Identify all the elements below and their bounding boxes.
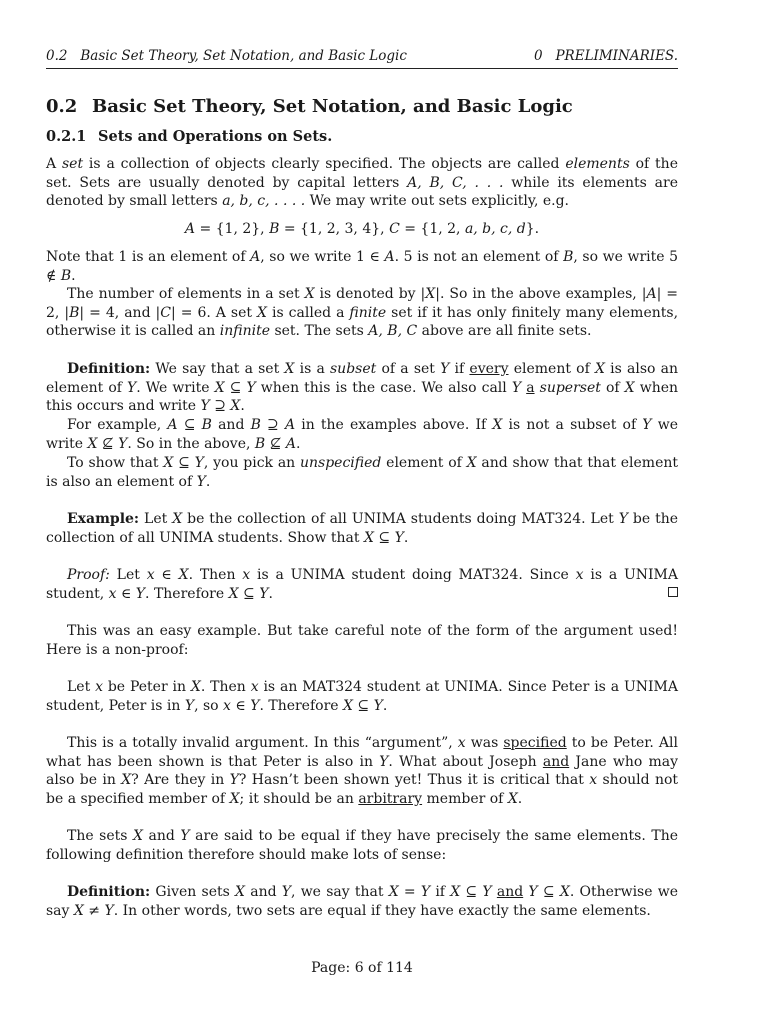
- section-title-text: Basic Set Theory, Set Notation, and Basic Logic: [92, 96, 573, 117]
- section-number: 0.2: [46, 96, 78, 117]
- subsection-title: [46, 128, 332, 145]
- definition-equality: Definition: Given sets X and Y, we say that X = Y if X ⊆ Y and Y ⊆ X. Otherwise we say X ≠ Y. In other words, two sets are equal if they have exactly the same elements.: [46, 884, 679, 919]
- paragraph-non-proof: Let x be Peter in X. Then x is an MAT324 student at UNIMA. Since Peter is a UNIMA student, Peter is in Y, so x ∈ Y. Therefore X ⊆ Y.: [46, 679, 678, 714]
- subsection-number: 0.2.1: [46, 128, 87, 145]
- header-left: 0.2 Basic Set Theory, Set Notation, and Basic Logic: [46, 48, 407, 64]
- equation-sets: A = {1, 2}, B = {1, 2, 3, 4}, C = {1, 2, a, b, c, d}.: [184, 221, 540, 237]
- paragraph-element-note: Note that 1 is an element of A, so we write 1 ∈ A. 5 is not an element of B, so we write 5 ∉ B.: [46, 249, 679, 284]
- example-subset: Example: Let X be the collection of all UNIMA students doing MAT324. Let Y be the collection of all UNIMA students. Show that X ⊆ Y.: [46, 511, 679, 546]
- paragraph-set-intro: A set is a collection of objects clearly specified. The objects are called elements of the set. Sets are usually denoted by capital letters A, B, C, . . . while its elements are denoted by small letters a, b, c, . . . . We may write out sets explicitly, e.g.: [46, 156, 678, 210]
- paragraph-subset-example: For example, A ⊆ B and B ⊇ A in the examples above. If X is not a subset of Y we write X ⊈ Y. So in the above, B ⊈ A.: [46, 417, 678, 452]
- paragraph-cardinality: The number of elements in a set X is denoted by |X|. So in the above examples, |A| = 2, |B| = 4, and |C| = 6. A set X is called a finite set if it has only finitely many elements, otherwise it is called an infinite set. The sets A, B, C above are all finite sets.: [46, 286, 679, 340]
- page-number: Page: 6 of 114: [311, 960, 413, 976]
- running-header: [46, 48, 678, 69]
- proof-subset: Proof: Let x ∈ X. Then x is a UNIMA student doing MAT324. Since x is a UNIMA student, x ∈ Y. Therefore X ⊆ Y.: [46, 567, 678, 602]
- paragraph-invalid-argument: This is a totally invalid argument. In this “argument”, x was specified to be Peter. All what has been shown is that Peter is also in Y. What about Joseph and Jane who may also be in X? Are they in Y? Hasn’t been shown yet! Thus it is critical that x should not be a specified member of X; it should be an arbitrary member of X.: [46, 735, 679, 808]
- section-title: [46, 96, 573, 117]
- paragraph-non-proof-intro: This was an easy example. But take careful note of the form of the argument used! Here is a non-proof:: [46, 623, 678, 658]
- qed-square-icon: [668, 587, 678, 597]
- paragraph-subset-method: To show that X ⊆ Y, you pick an unspecified element of X and show that that element is also an element of Y.: [46, 455, 679, 490]
- subsection-title-text: Sets and Operations on Sets.: [98, 128, 333, 145]
- paragraph-equality-intro: The sets X and Y are said to be equal if they have precisely the same elements. The following definition therefore should make lots of sense:: [46, 828, 678, 863]
- definition-subset: Definition: We say that a set X is a subset of a set Y if every element of X is also an element of Y. We write X ⊆ Y when this is the case. We also call Y a superset of X when this occurs and write Y ⊇ X.: [46, 361, 679, 415]
- header-right: 0 PRELIMINARIES.: [534, 48, 678, 64]
